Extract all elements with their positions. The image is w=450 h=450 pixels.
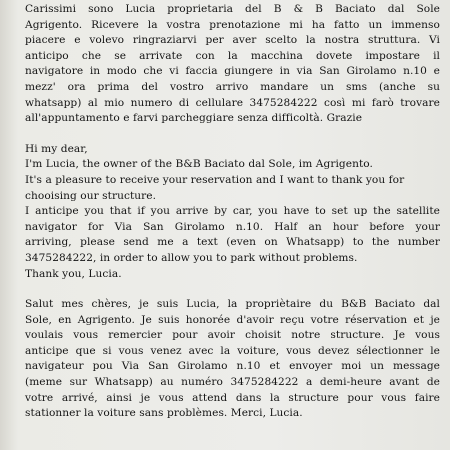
- text-line: arriving, please send me a text (even on Whatsapp) to the number: [25, 236, 440, 249]
- text-line: Sole, en Agrigento. Je suis honorée d'avoir reçu votre réservation et je: [25, 313, 440, 326]
- paragraph-gap: [25, 282, 440, 297]
- text-line: stationner la voiture sans problèmes. Merci, Lucia.: [25, 407, 303, 420]
- text-line: piacere e volevo ringraziarvi per aver scelto la nostra struttura. Vi: [25, 34, 440, 47]
- text-line: I'm Lucia, the owner of the B&B Baciato dal Sole, im Agrigento.: [25, 158, 373, 171]
- paragraph-gap: [25, 127, 440, 142]
- text-line: all'appuntamento e farvi parcheggiare senza difficoltà. Grazie: [25, 112, 363, 125]
- text-line: anticipo che se arrivate con la macchina dovete impostare il: [25, 49, 440, 62]
- french-paragraph: [25, 297, 440, 422]
- text-line: Thank you, Lucia.: [25, 267, 122, 280]
- text-line: navigateur pou Via San Girolamo n.10 et envoyer moi un message: [25, 360, 440, 373]
- text-line: chooising our structure.: [25, 189, 157, 202]
- text-line: It's a pleasure to receive your reservation and I want to thank you for: [25, 173, 405, 186]
- text-line: whatsapp) al mio numero di cellulare 3475284222 così mi farò trovare: [25, 96, 440, 109]
- text-line: I anticipe you that if you arrive by car, you have to set up the satellite: [25, 205, 440, 218]
- text-line: anticipe que si vous venez avec la voiture, vous devez sélectionner le: [25, 344, 440, 357]
- text-line: Hi my dear,: [25, 142, 88, 155]
- text-line: votre arrivé, ainsi je vous attend dans la structure pour vous faire: [25, 391, 440, 404]
- text-line: navigator for Via San Girolamo n.10. Half an hour before your: [25, 220, 440, 233]
- english-paragraph: [25, 142, 440, 282]
- italian-paragraph: [25, 2, 440, 127]
- text-line: (meme sur Whatsapp) au numéro 3475284222 a demi-heure avant de: [25, 376, 440, 389]
- text-line: mezz' ora prima del vostro arrivo mandare un sms (anche su: [25, 80, 440, 93]
- text-line: voulais vous remercier pour avoir choisit notre structure. Je vous: [25, 329, 440, 342]
- text-line: navigatore in modo che vi faccia giungere in via San Girolamo n.10 e: [25, 65, 440, 78]
- text-line: Carissimi sono Lucia proprietaria del B & B Baciato dal Sole: [25, 3, 440, 15]
- text-line: Salut mes chères, je suis Lucia, la propriètaire du B&B Baciato dal: [25, 298, 440, 311]
- text-line: 3475284222, in order to allow you to park without problems.: [25, 251, 358, 264]
- text-line: Agrigento. Ricevere la vostra prenotazione mi ha fatto un immenso: [25, 18, 440, 31]
